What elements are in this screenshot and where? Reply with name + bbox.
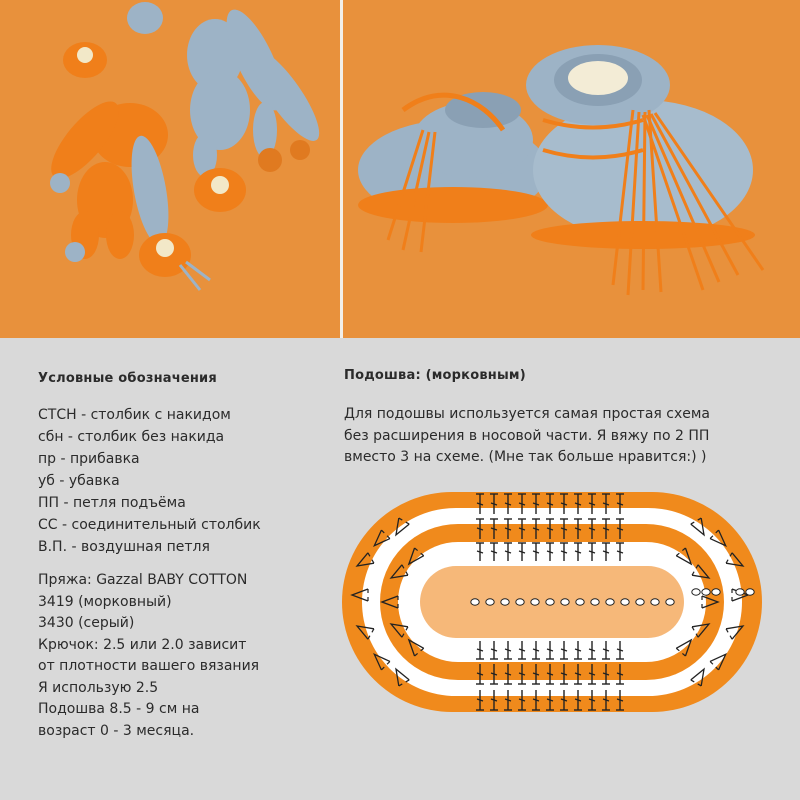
chain-stitch-symbol bbox=[606, 599, 614, 605]
chain-stitch-symbol bbox=[516, 599, 524, 605]
sole-crochet-diagram bbox=[340, 490, 800, 800]
chain-stitch-symbol bbox=[692, 589, 700, 595]
sole-description-line: Для подошвы используется самая простая схема bbox=[344, 406, 711, 422]
legend-list bbox=[38, 404, 261, 558]
chain-stitch-symbol bbox=[651, 599, 659, 605]
chain-stitch-symbol bbox=[486, 599, 494, 605]
chain-stitch-symbol bbox=[576, 599, 584, 605]
sole-description bbox=[344, 404, 710, 469]
sole-description-line: без расширения в носовой части. Я вяжу по 2 ПП bbox=[344, 427, 710, 444]
yarn-line: Крючок: 2.5 или 2.0 зависит bbox=[38, 636, 247, 653]
chain-stitch-symbol bbox=[471, 599, 479, 605]
yarn-line: 3419 (морковный) bbox=[38, 593, 172, 610]
sole-diagram-svg bbox=[340, 490, 800, 800]
chain-stitch-symbol bbox=[666, 599, 674, 605]
legend-item: СТСН - столбик с накидом bbox=[38, 407, 231, 423]
sole-description-line: вместо 3 на схеме. (Мне так больше нравится:) ) bbox=[344, 449, 707, 465]
chain-stitch-symbol bbox=[561, 599, 569, 605]
legend-item: В.П. - воздушная петля bbox=[38, 539, 210, 555]
chain-stitch-symbol bbox=[636, 599, 644, 605]
yarn-line: 3430 (серый) bbox=[38, 615, 135, 631]
info-panel bbox=[0, 338, 800, 800]
legend-item: пр - прибавка bbox=[38, 451, 140, 467]
chain-stitch-symbol bbox=[546, 599, 554, 605]
yarn-info bbox=[38, 570, 259, 742]
yarn-line: Я использую 2.5 bbox=[38, 679, 159, 696]
legend-title: Условные обозначения bbox=[38, 371, 217, 386]
sole-title: Подошва: (морковным) bbox=[344, 368, 526, 383]
booties-photo bbox=[343, 0, 800, 338]
legend-item: уб - убавка bbox=[38, 473, 120, 489]
chain-stitch-symbol bbox=[736, 589, 744, 595]
yarn-line: от плотности вашего вязания bbox=[38, 658, 260, 674]
chain-stitch-symbol bbox=[702, 589, 710, 595]
chain-stitch-symbol bbox=[746, 589, 754, 595]
legend-item: ПП - петля подъёма bbox=[38, 495, 186, 511]
toys-photo bbox=[0, 0, 340, 338]
chain-stitch-symbol bbox=[531, 599, 539, 605]
yarn-line: Пряжа: Gazzal BABY COTTON bbox=[38, 572, 248, 588]
yarn-line: Подошва 8.5 - 9 см на bbox=[38, 701, 200, 717]
chain-stitch-symbol bbox=[591, 599, 599, 605]
legend-item: сбн - столбик без накида bbox=[38, 429, 225, 445]
photo-strip bbox=[0, 0, 800, 338]
chain-stitch-symbol bbox=[621, 599, 629, 605]
chain-stitch-symbol bbox=[501, 599, 509, 605]
legend-item: СС - соединительный столбик bbox=[38, 517, 261, 533]
chain-stitch-symbol bbox=[712, 589, 720, 595]
yarn-line: возраст 0 - 3 месяца. bbox=[38, 722, 195, 739]
